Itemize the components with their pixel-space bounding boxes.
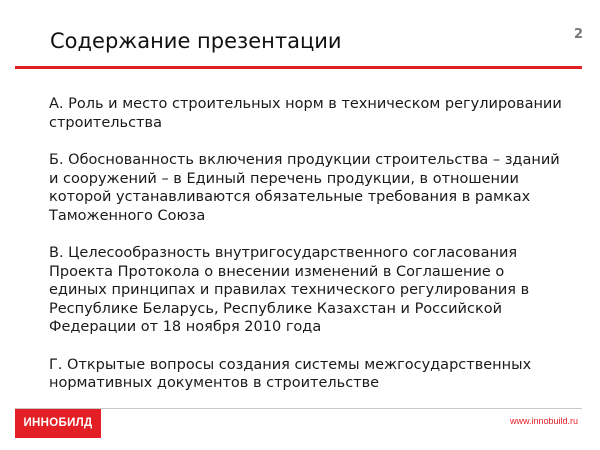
- page-number: 2: [573, 27, 583, 42]
- slide-title: Содержание презентации: [50, 29, 342, 53]
- title-divider: [15, 66, 582, 69]
- innobuild-logo: ИННОБИЛД: [15, 409, 101, 438]
- contents-list: [49, 95, 564, 393]
- contents-item-c: В. Целесообразность внутригосударственного согласования Проекта Протокола о внесении изменений в Соглашение о единых принципах и правилах технического регулирования в Республике Беларусь, Республике Казахстан и Российской Федерации от 18 ноября 2010 года: [49, 245, 530, 335]
- contents-item-b: Б. Обоснованность включения продукции строительства – зданий и сооружений – в Единый перечень продукции, в отношении которой устанавливаются обязательные требования в рамках Таможенного Союза: [49, 152, 560, 224]
- contents-item-a: А. Роль и место строительных норм в техническом регулировании строительства: [49, 96, 562, 131]
- footer-url[interactable]: www.innobuild.ru: [509, 416, 578, 426]
- contents-item-d: Г. Открытые вопросы создания системы межгосударственных нормативных документов в строительстве: [49, 356, 532, 391]
